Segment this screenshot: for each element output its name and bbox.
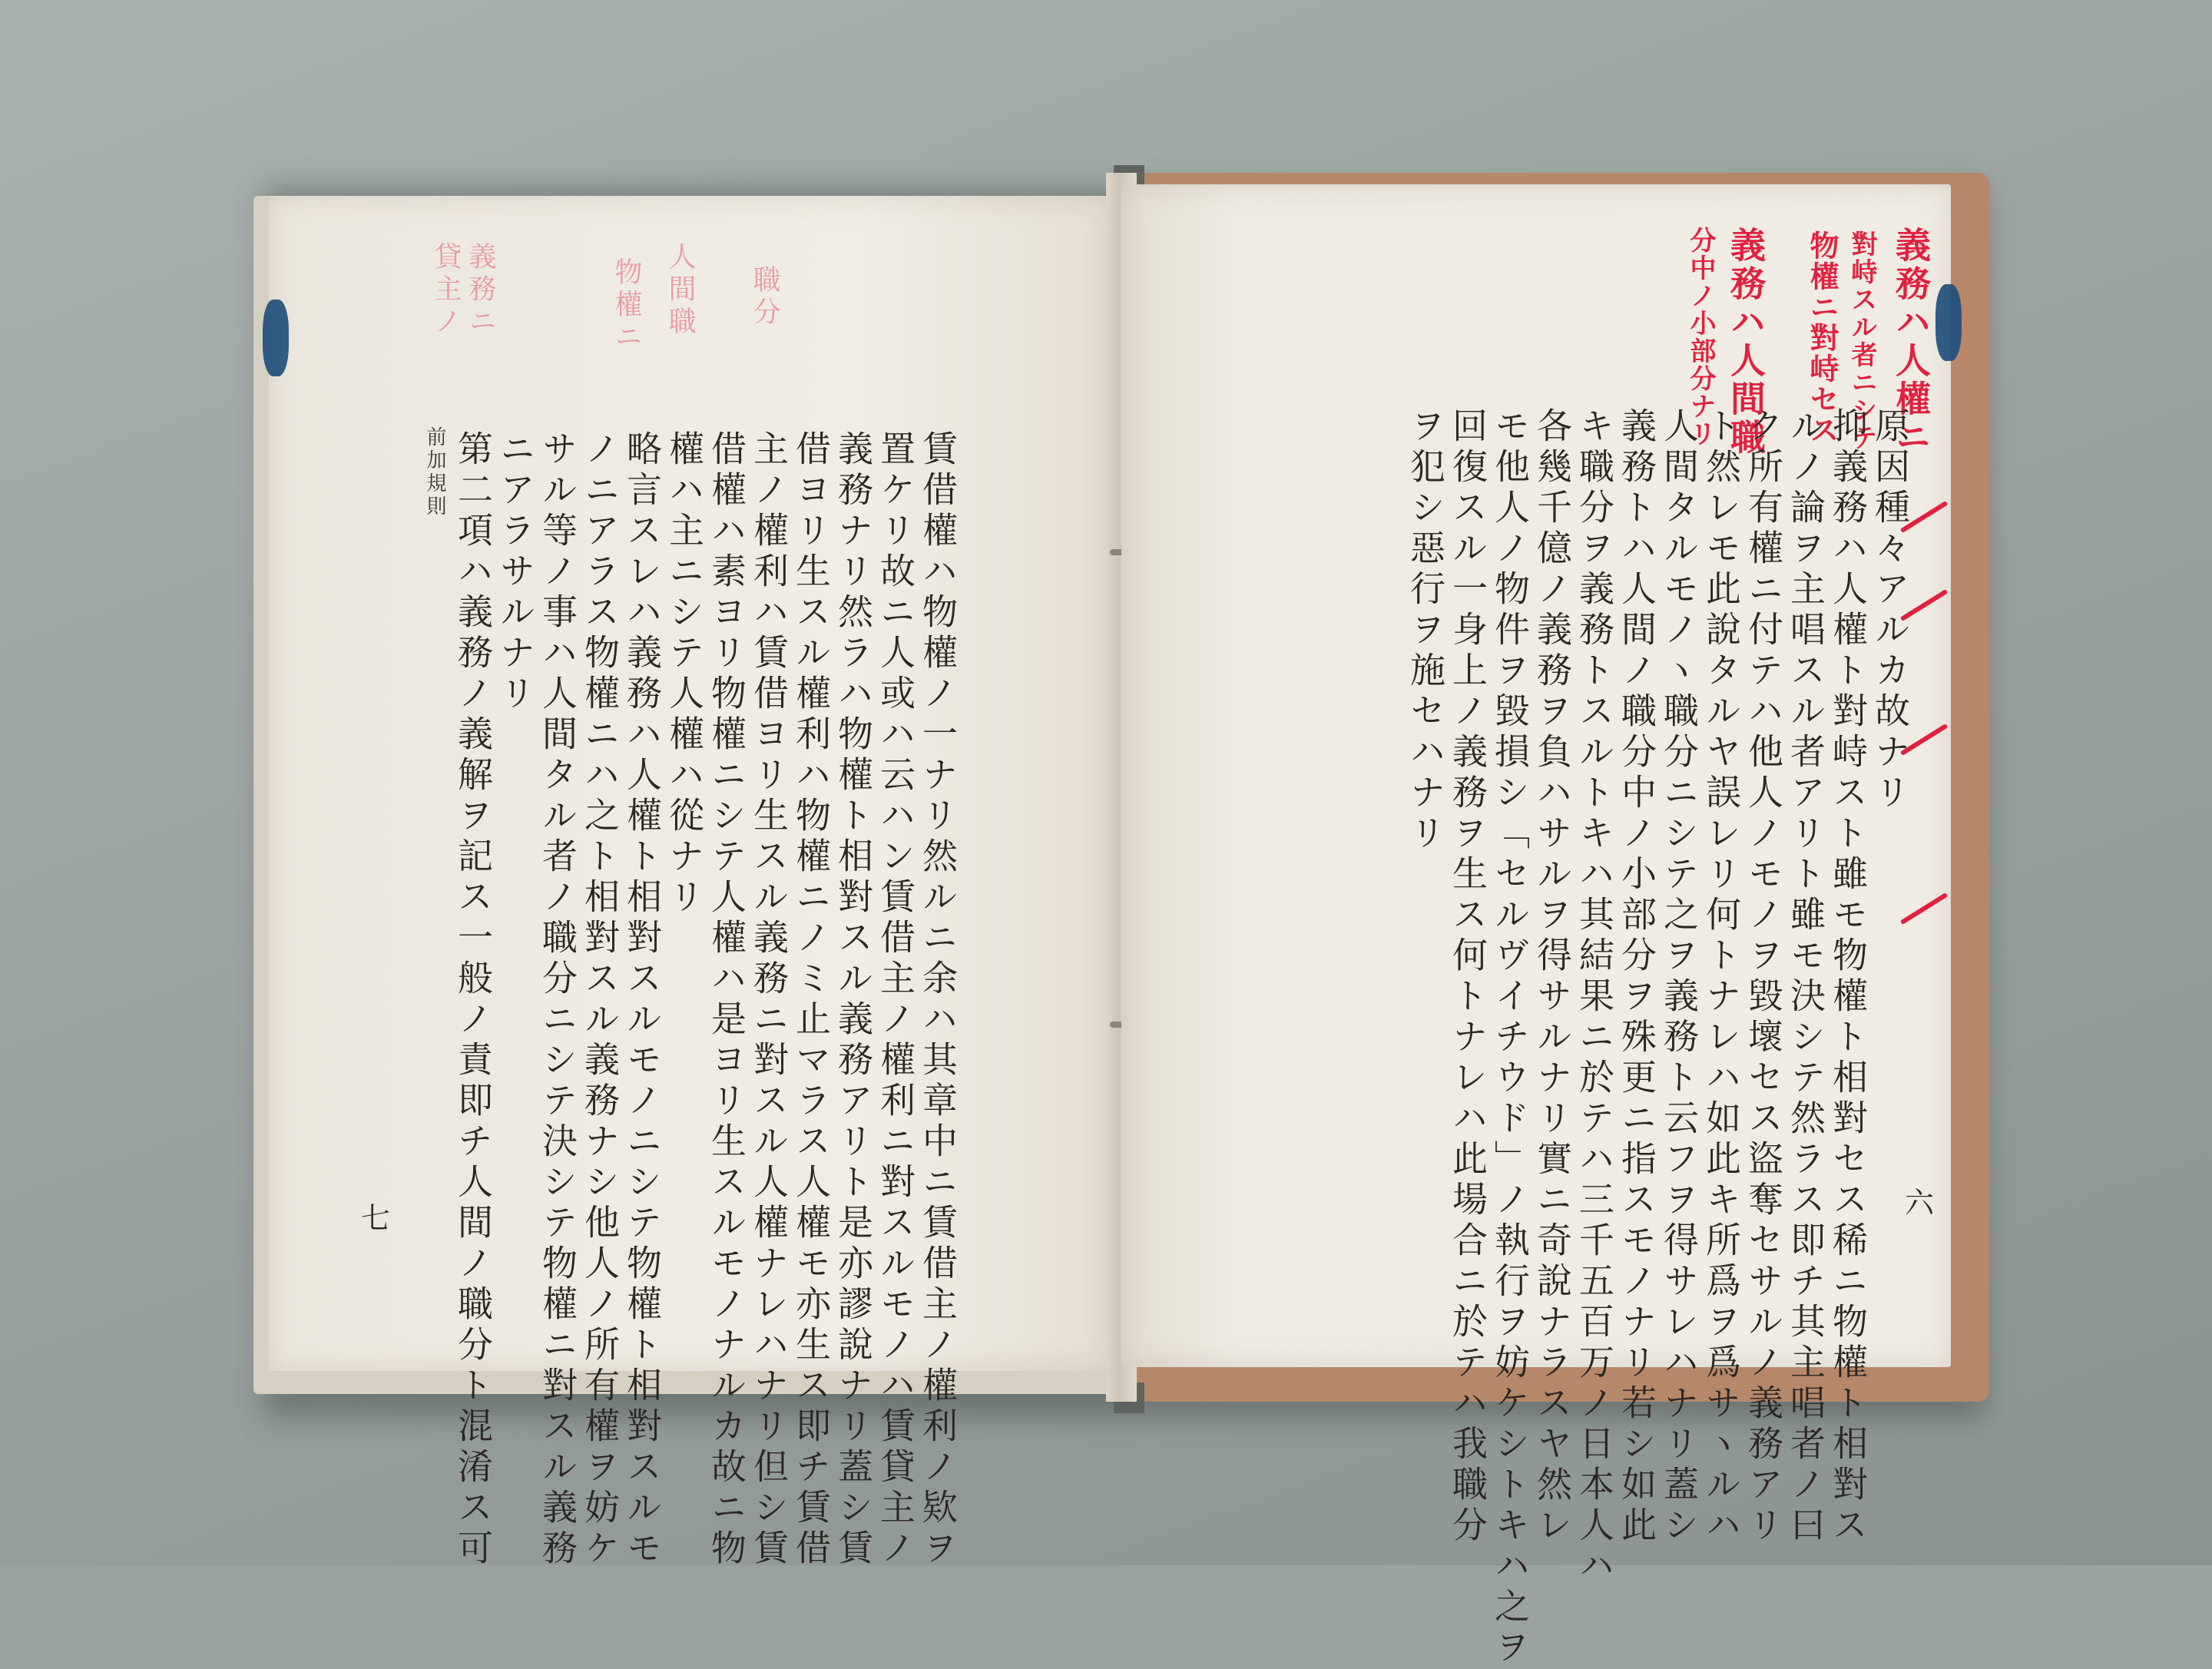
text-column: 權ハ主ニシテ人權ハ從ナリ <box>664 430 705 919</box>
text-column: ト然レモ此說タルヤ誤レリ何トナレハ如此キ所爲ヲ爲サヽルハ <box>1700 407 1742 1547</box>
text-column: 借ヨリ生スル權利ハ物權ニノミ止マラス人權モ亦生ス即チ賃借 <box>790 430 832 1570</box>
faint-annotation: 義務ニ <box>465 242 496 339</box>
page-number: 六 <box>1905 1186 1935 1220</box>
text-column: 第二項ハ義務ノ義解ヲ記ス一般ノ責即チ人間ノ職分ト混淆ス可 <box>452 430 494 1570</box>
left-page <box>269 196 1114 1570</box>
text-column: 人間タルモノヽ職分ニシテ之ヲ義務ト云フヲ得サレハナリ蓋シ <box>1658 407 1700 1547</box>
text-column: 借權ハ素ヨリ物權ニシテ人權ハ是ヨリ生スルモノナルカ故ニ物 <box>706 430 747 1570</box>
blue-tab-left <box>263 300 289 376</box>
text-column: ニアラサルナリ <box>495 430 536 715</box>
text-column: 各幾千億ノ義務ヲ負ハサルヲ得サルナリ實ニ奇說ナラスヤ然レ <box>1532 407 1573 1547</box>
right-page <box>1121 184 1951 1669</box>
faint-annotation: 人間職 <box>664 242 696 339</box>
text-column: ルノ論ヲ主唱スル者アリト雖モ決シテ然ラス即チ其主唱者ノ曰 <box>1785 407 1826 1547</box>
running-head: 前加規則 <box>423 426 446 518</box>
open-book <box>253 165 1989 1669</box>
red-tick-mark <box>1900 892 1949 925</box>
text-column: ヲ犯シ惡行ヲ施セハナリ <box>1405 407 1446 855</box>
text-column: 抑義務ハ人權ト對峙スト雖モ物權ト相對セス稀ニ物權ト相對ス <box>1827 407 1869 1547</box>
page-number: 七 <box>361 1201 391 1235</box>
faint-annotation: 職分 <box>749 265 780 329</box>
text-column: ク所有權ニ付テハ他人ノモノヲ毀壞セス盜奪セサルノ義務アリ <box>1743 407 1784 1547</box>
text-column: サル等ノ事ハ人間タル者ノ職分ニシテ決シテ物權ニ對スル義務 <box>537 430 578 1570</box>
text-column: 原因種々アルカ故ナリ <box>1869 407 1911 814</box>
faint-annotation: 貸主ノ <box>430 242 462 339</box>
text-column: 賃借權ハ物權ノ一ナリ然ルニ余ハ其章中ニ賃借主ノ權利ノ欵ヲ <box>917 430 959 1570</box>
text-column: 義務ナリ然ラハ物權ト相對スル義務アリト是亦謬說ナリ蓋シ賃 <box>833 430 874 1570</box>
text-column: 回復スル一身上ノ義務ヲ生ス何トナレハ此場合ニ於テハ我職分 <box>1447 407 1488 1547</box>
red-annotation: 分中ノ小部分ナリ <box>1685 227 1716 448</box>
text-column: ノニアラス物權ニハ之ト相對スル義務ナシ他人ノ所有權ヲ妨ケ <box>579 430 621 1570</box>
red-annotation: 物權ニ對峙セス <box>1805 230 1839 445</box>
text-column: モ他人ノ物件ヲ毀損シ「セルヴイチウド」ノ執行ヲ妨ケシトキハ之ヲ <box>1489 407 1531 1669</box>
text-column: 義務トハ人間ノ職分中ノ小部分ヲ殊更ニ指スモノナリ若シ如此 <box>1616 407 1657 1547</box>
text-column: 主ノ權利ハ賃借ヨリ生スル義務ニ對スル人權ナレハナリ但シ賃 <box>748 430 790 1570</box>
text-column: 置ケリ故ニ人或ハ云ハン賃借主ノ權利ニ對スルモノハ賃貸主ノ <box>875 430 916 1570</box>
text-column: 略言スレハ義務ハ人權ト相對スルモノニシテ物權ト相對スルモ <box>621 430 663 1570</box>
red-annotation: 義務ハ人間職 <box>1725 227 1767 457</box>
faint-annotation: 物權ニ <box>611 257 642 354</box>
red-annotation: 義務ハ人權ニ <box>1890 227 1932 457</box>
blue-tab-right <box>1936 284 1962 361</box>
red-annotation: 對峙スル者ニシテ <box>1846 230 1877 452</box>
text-column: キ職分ヲ義務トスルトキハ其結果ニ於テハ三千五百万ノ日本人ハ <box>1574 407 1615 1588</box>
